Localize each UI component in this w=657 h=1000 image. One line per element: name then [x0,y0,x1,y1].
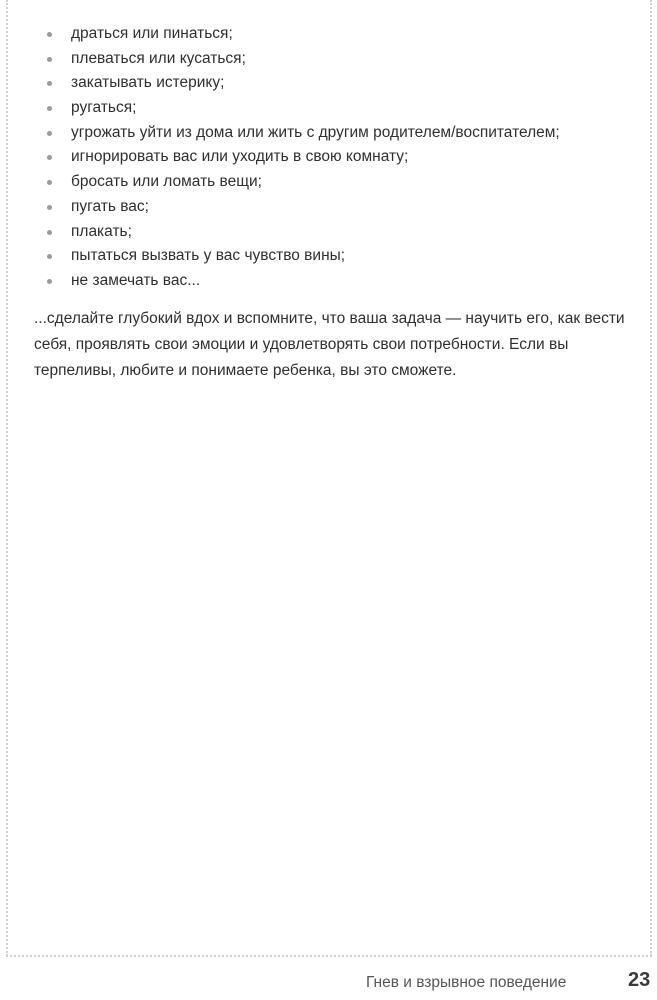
bullet-text: ругаться; [71,99,137,117]
bullet-text: закатывать истерику; [71,74,225,92]
bullet-item [44,121,634,146]
bullet-dot-icon [47,106,52,111]
bullet-text: плеваться или кусаться; [71,49,246,67]
bullet-item [44,244,634,269]
bullet-text: игнорировать вас или уходить в свою комнату; [71,148,409,166]
bullet-dot-icon [47,230,52,235]
bullet-dot-icon [47,57,52,62]
bullet-item [44,71,634,96]
bullet-dot-icon [47,131,52,136]
bullet-item [44,170,634,195]
bullet-text: драться или пинаться; [71,25,233,42]
bullet-dot-icon [47,254,52,259]
bullet-dot-icon [47,279,52,284]
bullet-item [44,220,634,245]
bullet-text: пытаться вызвать у вас чувство вины; [71,247,346,265]
body-paragraph: ...сделайте глубокий вдох и вспомните, что ваша задача — научить его, как вести себя, проявлять свои эмоции и удовлетворять свои потребности. Если вы терпеливы, любите и понимаете ребенка, вы это сможете. [34,310,625,379]
bullet-text: не замечать вас... [71,271,201,289]
bullet-item [44,195,634,220]
bullet-text: пугать вас; [71,197,149,215]
bullet-text: плакать; [71,222,132,240]
dotted-border-bottom [6,955,652,957]
bullet-text: угрожать уйти из дома или жить с другим родителем/воспитателем; [71,123,560,141]
bullet-item [44,47,634,72]
bullet-dot-icon [47,81,52,86]
bullet-dot-icon [47,205,52,210]
behavior-bullet-list [44,22,634,294]
dotted-border-left [6,0,8,956]
bullet-item [44,22,634,47]
bullet-text: бросать или ломать вещи; [71,173,262,191]
running-footer-title: Гнев и взрывное поведение [366,974,567,991]
bullet-item [44,96,634,121]
bullet-dot-icon [47,180,52,185]
bullet-dot-icon [47,32,52,37]
bullet-item [44,269,634,294]
page-number: 23 [628,969,651,991]
bullet-item [44,145,634,170]
dotted-border-right [650,0,652,956]
bullet-dot-icon [47,155,52,160]
